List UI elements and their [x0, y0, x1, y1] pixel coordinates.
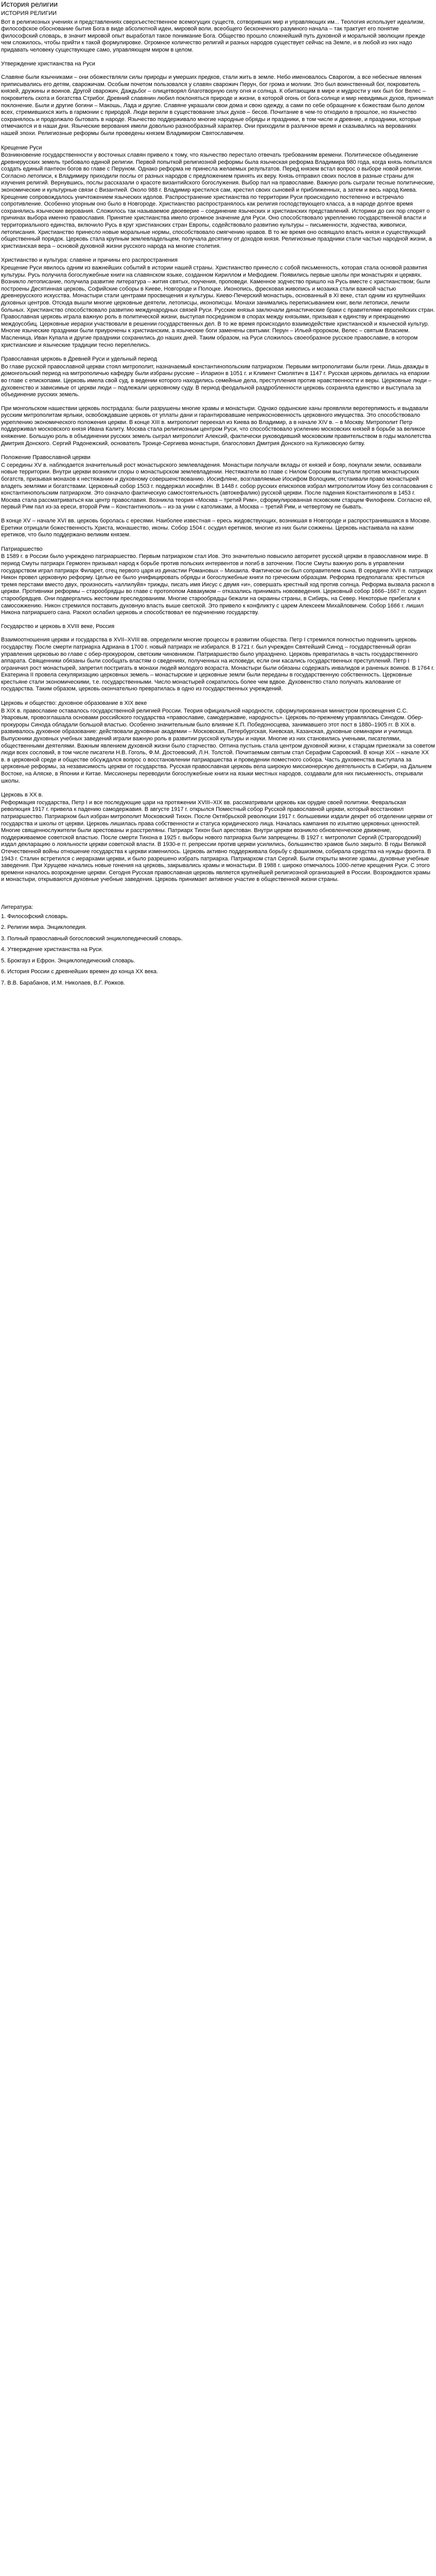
section [1, 546, 435, 693]
section [1, 145, 435, 250]
references-list [1, 913, 435, 987]
section-heading: Церковь и общество: духовное образование в XIX веке [1, 700, 147, 707]
section-paragraph: Государство и церковь в XVIII веке, Россия [1, 623, 115, 630]
section-paragraph: Крещение Руси явилось одним из важнейших событий в истории нашей страны. Христианство принесло с собой письменность, которая стала основой развития культуры. Русь получила богослужебные книги на славянском языке, созданном Кириллом и Мефодием. Появились первые школы при монастырях и церквях. Возникло летописание, получила развитие литература – жития святых, поучения, проповеди. Каменное зодчество пришло на Русь вместе с христианством; были построены Десятинная церковь, Софийские соборы в Киеве, Новгороде и Полоцке. Иконопись, фресковая живопись и мозаика стали важной частью древнерусского искусства. Монастыри стали центрами просвещения и культуры. Киево-Печерский монастырь, основанный в XI веке, стал одним из крупнейших духовных центров. Отсюда вышли многие церковные деятели, летописцы, иконописцы. Монахи занимались переписыванием книг, вели летописи, лечили больных. Христианство способствовало развитию международных связей Руси. Русские князья заключали династические браки с правителями европейских стран. Православная церковь играла важную роль в политической жизни, выступая посредником в спорах между князьями, призывая к единству и прекращению междоусобиц. Церковные иерархи участвовали в решении государственных дел. В то же время происходило взаимодействие христианской и языческой культур. Многие языческие праздники были приурочены к христианским, а языческие боги заменены святыми: Перун – Ильей-пророком, Велес – святым Власием. Масленица, Иван Купала и другие праздники сохранились до наших дней. Таким образом, на Руси сложилось своеобразное русское православие, в котором христианские и языческие традиции тесно переплелись. [1, 265, 435, 348]
reference-item: 3. Полный православный богословский энциклопедический словарь. [1, 935, 183, 942]
references [1, 904, 435, 987]
document-body [1, 19, 435, 884]
section-paragraph: Утверждение христианства на Руси [1, 60, 95, 67]
section-heading: Положение Православной церкви [1, 454, 91, 461]
section-paragraph: Реформация государства, Петр I и все последующие цари на протяжении XVIII–XIX вв. рассматривали церковь как орудие своей политики. Февральская революция 1917 г. привела к падению самодержавия. В августе 1917 г. открылся Поместный собор Русской православной церкви, который восстановил патриаршество. Патриархом был избран митрополит Московский Тихон. После Октябрьской революции 1917 г. большевики издали декрет об отделении церкви от государства и школы от церкви. Церковь лишилась права собственности и статуса юридического лица. Началась кампания по изъятию церковных ценностей. Многие священнослужители были арестованы и расстреляны. Патриарх Тихон был арестован. Внутри церкви возникло обновленческое движение, поддерживаемое советской властью. После смерти Тихона в 1925 г. выборы нового патриарха были запрещены. В 1927 г. митрополит Сергий (Страгородский) издал декларацию о лояльности церкви советской власти. В 1930-е гг. репрессии против церкви усилились, большинство храмов было закрыто. В годы Великой Отечественной войны отношение государства к церкви изменилось. Церковь активно поддерживала борьбу с фашизмом, собирала средства на нужды фронта. В 1943 г. Сталин встретился с иерархами церкви, и было разрешено избрать патриарха. Патриархом стал Сергий. Были открыты многие храмы, духовные учебные заведения. При Хрущеве начались новые гонения на церковь, закрывались храмы и монастыри. В 1988 г. широко отмечалось 1000-летие крещения Руси. С этого времени началось возрождение церкви. Сегодня Русская православная церковь является крупнейшей религиозной организацией в России. Возрождаются храмы и монастыри, открываются духовные учебные заведения. Церковь принимает активное участие в общественной жизни страны. [1, 799, 433, 883]
section-heading: Патриаршество [1, 546, 43, 552]
page-title: История религии [1, 0, 58, 8]
section-paragraph: В 1589 г. в России было учреждено патриаршество. Первым патриархом стал Иов. Это значительно повысило авторитет русской церкви в православном мире. В период Смуты патриарх Гермоген призывал народ к борьбе против польских интервентов и погиб в заточении. После Смуты важную роль в управлении государством играл патриарх Филарет, отец первого царя из династии Романовых – Михаила. Фактически он был соправителем сына. В середине XVII в. патриарх Никон провел церковную реформу. Целью ее было унифицировать обряды и богослужебные книги по греческим образцам. Реформа предполагала: креститься тремя перстами вместо двух, произносить «аллилуйя» трижды, писать имя Иисус с двумя «и», совершать крестный ход против солнца. Реформа вызвала раскол в церкви. Противники реформы – старообрядцы во главе с протопопом Аввакумом – отказались принимать нововведения. Церковный собор 1666–1667 гг. осудил старообрядцев. Они подвергались жестоким преследованиям. Многие старообрядцы бежали на окраины страны, в Сибирь, на Север. Некоторые прибегали к самосожжению. Никон стремился поставить духовную власть выше светской. Это привело к конфликту с царем Алексеем Михайловичем. Собор 1666 г. лишил Никона патриаршего сана. Раскол ослабил церковь и способствовал ее подчинению государству. [1, 553, 434, 616]
section-heading: Церковь в XX в. [1, 792, 43, 799]
document-page [0, 0, 436, 987]
section-paragraph: В конце XV – начале XVI вв. церковь боролась с ересями. Наиболее известная – ересь жидовствующих, возникшая в Новгороде и распространившаяся в Москве. Еретики отрицали божественность Христа, монашество, иконы. Собор 1504 г. осудил еретиков, многие из них были сожжены. Церковь настаивала на казни еретиков, что было поддержано великим князем. [1, 518, 431, 538]
section-paragraph: При монгольском нашествии церковь пострадала: были разрушены многие храмы и монастыри. Однако ордынские ханы проявляли веротерпимость и выдавали русским митрополитам ярлыки, освобождавшие церковь от уплаты дани и гарантировавшие неприкосновенность церковного имущества. Это способствовало укреплению экономического положения церкви. В конце XIII в. митрополит переехал из Киева во Владимир, а в начале XIV в. – в Москву. Митрополит Петр поддерживал московского князя Ивана Калиту. Москва стала религиозным центром Руси, что способствовало усилению московских князей в борьбе за великое княжение. Большую роль в объединении русских земель сыграл митрополит Алексий, фактически руководивший московским правительством в годы малолетства Дмитрия Донского. Сергий Радонежский, основатель Троице-Сергиева монастыря, благословил Дмитрия Донского на Куликовскую битву. [1, 405, 431, 447]
section-paragraph: Славяне были язычниками – они обожествляли силы природы и умерших предков, стали жить в земле. Небо именовалось Сварогом, а все небесные явления приписывались его детям, сварожичам. Особым почетом пользовался у славян сварожич Перун, бог грома и молнии. Это был воинственный бог, покровитель князей, дружины и воинов. Другой сварожич, Даждьбог – олицетворял благотворную силу огня и солнца. К обитающим в мире и мудрости у них был бог Велес – покровитель скота и богатства Стрибог. Древний славянин любил поклоняться природе и жизни, в которой огонь от бога-солнце и мир невидимых духов, принимал поклонение. Были и другие богини – Макошь, Лада и другие. Славяне украшали свои дома и свою одежду, а сами по себе обращение к божествам было делом всех, стремившихся жить в гармонии с природой. Люди верили в существование злых духов – бесов. Почитание в чем-то отходило в прошлое, но язычество сохранялось и продолжало бытовать в народе. Язычество поддерживало многие народные обряды и праздники, в том числе и древние, и праздники, которые отмечаются и в наши дни. Языческие верования имели довольно разнообразный характер. Они приходили в различное время и сказывались на верованиях нашей эпохи. Религиозные реформы были проведены князем Владимиром Святославичем. [1, 74, 433, 137]
reference-item: 2. Религии мира. Энциклопедия. [1, 924, 87, 931]
section-paragraph: С середины XV в. наблюдается значительный рост монастырского землевладения. Монастыри получали вклады от князей и бояр, покупали земли, осваивали новые территории. Внутри церкви возникли споры о монастырском землевладении. Нестяжатели во главе с Нилом Сорским выступали против монастырских богатств, призывая монахов к нестяжанию и духовному совершенствованию. Иосифляне, возглавляемые Иосифом Волоцким, отстаивали право монастырей владеть землями и богатствами. Церковный собор 1503 г. поддержал иосифлян. В 1448 г. собор русских епископов избрал митрополитом Иону без согласования с константинопольским патриархом. Это означало фактическую самостоятельность (автокефалию) русской церкви. После падения Константинополя в 1453 г. Москва стала рассматриваться как центр православия. Возникла теория «Москва – третий Рим», сформулированная псковским старцем Филофеем. Согласно ей, первый Рим пал из-за ереси, второй Рим – Константинополь – из-за унии с католиками, а Москва – третий Рим, и четвертому не бывать. [1, 462, 433, 511]
section-paragraph: Во главе русской православной церкви стоял митрополит, назначаемый константинопольским патриархом. Первыми митрополитами были греки. Лишь дважды в домонгольский период на митрополичью кафедру были избраны русские – Иларион в 1051 г. и Климент Смолятич в 1147 г. Русская церковь делилась на епархии во главе с епископами. Церковь имела свой суд, в ведении которого находились семейные дела, преступления против нравственности и веры. Церковные люди – духовенство и зависимые от церкви люди – подлежали церковному суду. В период феодальной раздробленности церковь сохраняла единство и выступала за объединение русских земель. [1, 363, 432, 398]
references-heading: Литература: [1, 904, 33, 910]
reference-item: 7. В.В. Барабанов, И.М. Николаев, В.Г. Рожков. [1, 980, 125, 987]
section-paragraph: Взаимоотношения церкви и государства в XVII–XVIII вв. определили многие процессы в развитии общества. Петр I стремился полностью подчинить церковь государству. После смерти патриарха Адриана в 1700 г. новый патриарх не избирался. В 1721 г. был учрежден Святейший Синод – государственный орган управления церковью во главе с обер-прокурором, светским чиновником. Патриаршество было упразднено. Церковь превратилась в часть государственного аппарата. Священники обязаны были сообщать властям о сведениях, полученных на исповеди, если они касались государственных преступлений. Петр I ограничил рост монастырей, запретил постригать в монахи людей молодого возраста. Монастыри были обязаны содержать инвалидов и раненых воинов. В 1764 г. Екатерина II провела секуляризацию церковных земель – монастырские и церковные земли были переданы в государственную собственность. Церковные крестьяне стали экономическими, т.е. государственными. Число монастырей сократилось более чем вдвое. Духовенство стало получать жалование от государства. Таким образом, церковь окончательно превратилась в одно из государственных учреждений. [1, 637, 434, 692]
section [1, 19, 435, 138]
section [1, 700, 435, 785]
reference-item: 4. Утверждение христианства на Руси. [1, 946, 103, 953]
section [1, 257, 435, 349]
reference-item: 5. Брокгауз и Ефрон. Энциклопедический словарь. [1, 957, 135, 964]
section-heading: Православная церковь в Древней Руси и удельный период [1, 356, 157, 363]
section-heading: Христианство и культура: славяне и причины его распространения [1, 257, 178, 264]
section-paragraph: В XIX в. православие оставалось государственной религией России. Теория официальной народности, сформулированная министром просвещения С.С. Уваровым, провозглашала основами российского государства «православие, самодержавие, народность». Церковь по-прежнему управлялась Синодом. Обер-прокуроры Синода обладали большой властью. Особенно значительным было влияние К.П. Победоносцева, занимавшего этот пост в 1880–1905 гг. В XIX в. развивалось духовное образование: действовали духовные академии – Московская, Петербургская, Киевская, Казанская, духовные семинарии и училища. Выпускники духовных учебных заведений играли важную роль в развитии русской культуры и науки. Многие из них становились учеными, писателями, общественными деятелями. Важным явлением духовной жизни было старчество. Оптина пустынь стала центром духовной жизни, к старцам приезжали за советом люди всех сословий, в том числе писатели Н.В. Гоголь, Ф.М. Достоевский, Л.Н. Толстой. Почитаемым святым стал Серафим Саровский. В конце XIX – начале XX в. в церковной среде и обществе обсуждался вопрос о восстановлении патриаршества и проведении поместного собора. Часть духовенства выступала за церковные реформы, за независимость церкви от государства. Русская православная церковь вела широкую миссионерскую деятельность в Сибири, на Дальнем Востоке, на Аляске, в Японии и Китае. Миссионеры переводили богослужебные книги на языки местных народов, создавали для них письменность, открывали школы. [1, 707, 435, 784]
section [1, 792, 435, 884]
section [1, 454, 435, 539]
reference-item: 1. Философский словарь. [1, 913, 68, 920]
reference-item: 6. История России с древнейших времен до конца XX века. [1, 969, 159, 975]
section-heading: Крещение Руси [1, 144, 42, 151]
section-paragraph: Возникновение государственности у восточных славян привело к тому, что язычество перестало отвечать требованиям времени. Политическое объединение древнерусских земель требовало единой религии. Первой попыткой религиозной реформы была языческая реформа Владимира 980 года, когда князь попытался создать единый пантеон богов во главе с Перуном. Однако реформа не принесла желаемых результатов. Перед князем встал вопрос о выборе новой религии. Согласно летописи, к Владимиру приходили послы от разных народов с предложением принять их веру. Князь отправил своих послов в разные страны для изучения религий. Вернувшись, послы рассказали о красоте византийского богослужения. Выбор пал на православие. Важную роль сыграли тесные политические, экономические и культурные связи с Византией. Около 988 г. Владимир крестился сам, крестил своих сыновей и приближенных, а затем и весь народ Киева. Крещение сопровождалось уничтожением языческих идолов. Распространение христианства по территории Руси происходило постепенно и встречало сопротивление. Особенно упорным оно было в Новгороде. Христианство распространялось как религия господствующего класса, а в народе долгое время сохранялись языческие верования. Сложилось так называемое двоеверие – соединение языческих и христианских представлений. Историки до сих пор спорят о причинах выбора именно православия. Принятие христианства имело огромное значение для Руси. Оно способствовало укреплению государственной власти и территориального единства, включило Русь в круг христианских стран Европы, содействовало развитию культуры – письменности, зодчества, живописи, летописания. Христианство принесло новые моральные нормы, способствовало смягчению нравов. В то же время оно освящало власть князя и существующий общественный порядок. Церковь стала крупным землевладельцем, получала десятину от доходов князя. Религиозные праздники стали частью народной жизни, а христианская вера – основой духовной жизни русского народа на многие столетия. [1, 152, 435, 249]
section-paragraph: Вот в религиозных учениях и представлениях сверхъестественное всемогущих существ, сотворивших мир и управляющих им... Теология использует идеализм, философское обоснование бытия Бога в виде абсолютной идеи, мировой воли, всеобщего бесконечного разумного начала – так трактует его понятие философский словарь, в значит мировой опыт выработал такое понимание Бога. Общество прошло сложнейший путь духовной и моральной эволюции прежде чем сложилось, чтобы прийти к такой формулировке. Огромное количество религий и разных народов существует сейчас на Земле, и в любой из них надо придавать человеку существующее само, управляющем миром в целом. [1, 19, 425, 53]
section [1, 356, 435, 447]
page-subtitle: ИСТОРИЯ РЕЛИГИИ [1, 10, 57, 16]
